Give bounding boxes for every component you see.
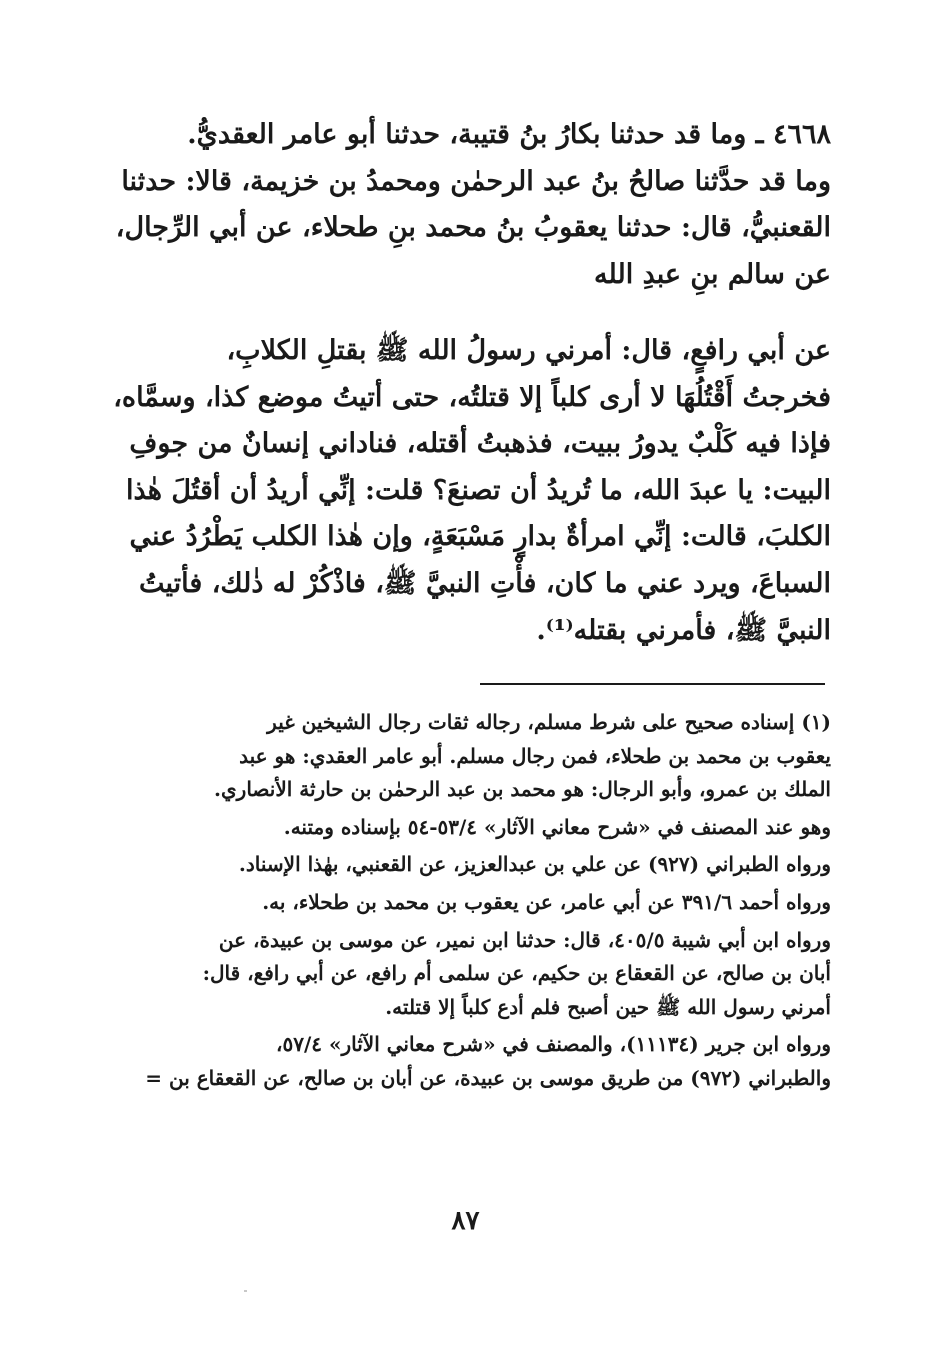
footnote-line: أمرني رسول الله ﷺ حين أصبح فلم أدع كلباً إلا قتلته. bbox=[385, 994, 831, 1019]
footnote-paragraph bbox=[108, 1028, 831, 1095]
footnote-line: وهو عند المصنف في «شرح معاني الآثار» ٥٣/٤-٥٤ بإسناده ومتنه. bbox=[283, 814, 831, 839]
matn-line: النبيَّ ﷺ، فأمرني بقتله⁽¹⁾. bbox=[536, 614, 831, 646]
footnote-line: والطبراني (٩٧٢) من طريق موسى بن عبيدة، عن أبان بن صالح، عن القعقاع بن = bbox=[145, 1065, 831, 1090]
footnote-line: أبان بن صالح، عن القعقاع بن حكيم، عن سلمى أم رافع، عن أبي رافع، قال: bbox=[202, 961, 831, 986]
footnote-line: الملك بن عمرو، وأبو الرجال: هو محمد بن عبد الرحمٰن بن حارثة الأنصاري. bbox=[214, 777, 831, 802]
footnote-paragraph bbox=[108, 706, 831, 807]
matn-line: السباعَ، ويرد عني ما كان، فأْتِ النبيَّ ﷺ، فاذْكُرْ له ذٰلك، فأتيتُ bbox=[138, 567, 831, 599]
matn-line: الكلبَ، قالت: إنِّي امرأةٌ بدارٍ مَسْبَعَةٍ، وإن هٰذا الكلب يَطْرُدُ عني bbox=[129, 521, 831, 553]
footnote-paragraph bbox=[108, 811, 831, 845]
footnote-line: ورواه أحمد ٣٩١/٦ عن أبي عامر، عن يعقوب بن محمد بن طحلاء، به. bbox=[262, 889, 831, 914]
hadith-isnad bbox=[108, 112, 831, 298]
footnote-separator bbox=[480, 683, 825, 685]
footnote-line: (١) إسناده صحيح على شرط مسلم، رجاله ثقات رجال الشيخين غير bbox=[267, 710, 831, 734]
isnad-line: ٤٦٦٨ ـ وما قد حدثنا بكارُ بنُ قتيبة، حدثنا أبو عامر العقديُّ. bbox=[187, 119, 831, 150]
isnad-line: عن سالم بنِ عبدِ الله bbox=[594, 258, 831, 290]
matn-line: عن أبي رافعٍ، قال: أمرني رسولُ الله ﷺ بقتلِ الكلابِ، bbox=[226, 335, 831, 366]
footnote-line: ورواه الطبراني (٩٢٧) عن علي بن عبدالعزيز، عن القعنبي، بهٰذا الإسناد. bbox=[238, 852, 831, 877]
page-number: ٨٧ bbox=[451, 1206, 480, 1236]
footnote-line: ورواه ابن أبي شيبة ٤٠٥/٥، قال: حدثنا ابن نمير، عن موسى بن عبيدة، عن bbox=[218, 927, 831, 952]
footnote-paragraph bbox=[108, 924, 831, 1025]
footnote-paragraph bbox=[108, 886, 831, 920]
footnote-line: ورواه ابن جرير (١١١٣٤)، والمصنف في «شرح معاني الآثار» ٥٧/٤، bbox=[276, 1032, 831, 1057]
matn-line: فخرجتُ أَقْتُلُهَا لا أرى كلباً إلا قتلتُه، حتى أتيتُ موضع كذا، وسمَّاه، bbox=[113, 381, 831, 413]
footnote-paragraph bbox=[108, 848, 831, 882]
footnotes bbox=[108, 702, 831, 1096]
scan-speck bbox=[244, 1290, 247, 1292]
isnad-line: وما قد حدَّثنا صالحُ بنُ عبد الرحمٰن ومحمدُ بن خزيمة، قالا: حدثنا bbox=[121, 165, 831, 197]
matn-line: فإذا فيه كَلْبٌ يدورُ ببيت، فذهبتُ أقتله، فناداني إنسانٌ من جوفِ bbox=[129, 428, 831, 460]
isnad-line: القعنبيُّ، قال: حدثنا يعقوبُ بنُ محمد بنِ طحلاء، عن أبي الرِّجال، bbox=[115, 212, 831, 243]
hadith-matn bbox=[108, 328, 831, 654]
footnote-line: يعقوب بن محمد بن طحلاء، فمن رجال مسلم. أبو عامر العقدي: هو عبد bbox=[239, 743, 831, 768]
matn-line: البيت: يا عبدَ الله، ما تُريدُ أن تصنعَ؟ قلت: إنِّي أريدُ أن أقتُلَ هٰذا bbox=[126, 474, 831, 506]
